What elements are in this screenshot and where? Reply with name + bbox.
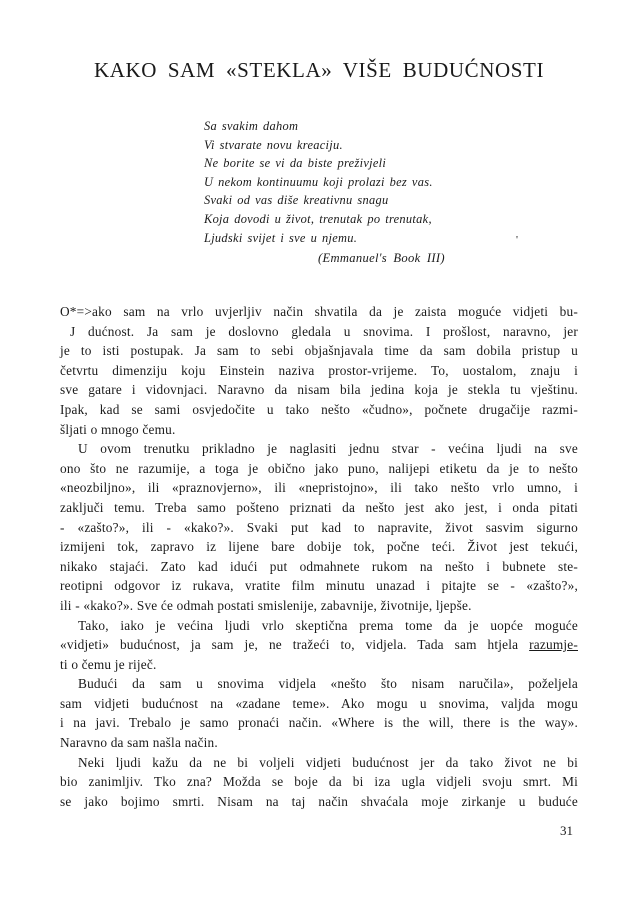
body-line: izmijeni tok, zapravo iz lijene bare dobije tok, počne teći. Život jest tekući, <box>60 539 578 555</box>
body-line: ti o čemu je riječ. <box>60 656 157 672</box>
poem-line: Sa svakim dahom <box>204 119 299 133</box>
body-line: šljati o mnogo čemu. <box>60 421 176 437</box>
body-line: «neozbiljno», ili «praznovjerno», ili «nepristojno», ili tako nešto vrlo umno, i <box>60 480 578 496</box>
underlined-word: razumje- <box>529 637 578 653</box>
page-number: 31 <box>560 823 573 838</box>
body-line: Budući da sam u snovima vidjela «nešto što nisam naručila», poželjela <box>78 676 578 692</box>
body-line: i na javi. Trebalo je samo pronaći način. «Where is the will, there is the way». <box>60 715 578 731</box>
body-line: Tako, iako je većina ljudi vrlo skeptična prema tome da je uopće moguće <box>78 617 578 633</box>
body-line: četvrtu dimenziju koju Einstein naziva prostor-vrijeme. To, uostalom, znaju i <box>60 362 578 378</box>
body-line: reotipni odgovor iz rukava, vratite film minutu unazad i pitajte se - «zašto?», <box>60 578 578 594</box>
page-title: KAKO SAM «STEKLA» VIŠE BUDUĆNOSTI <box>93 58 545 82</box>
poem-line: Ne borite se vi da biste preživjeli <box>204 156 387 171</box>
poem-line: Ljudski svijet i sve u njemu. <box>204 230 358 245</box>
body-line: se jako bojimo smrti. Nisam na taj način shvaćala moje zirkanje u buduće <box>60 793 578 809</box>
body-text <box>60 302 578 811</box>
epigraph-poem <box>204 117 504 247</box>
body-line: ono što ne razumije, a toga je obično jako puno, nalijepi etiketu da je to nešto <box>60 460 578 476</box>
body-line: sam vidjeti budućnost na «zadane teme». Ako mogu u snovima, valjda mogu <box>60 695 578 711</box>
body-line: Naravno da sam našla način. <box>60 735 218 751</box>
body-line: J dućnost. Ja sam je doslovno gledala u snovima. I prošlost, naravno, jer <box>70 323 578 339</box>
body-line: je to isti postupak. Ja sam to sebi objašnjavala time da sam dobila pristup u <box>60 343 578 359</box>
body-line: Ipak, kad se sami osvjedočite u tako nešto «čudno», počnete drugačije razmi- <box>60 401 578 417</box>
body-line: nikako stajaći. Zato kad idući put odmahnete rukom na nešto i bubnete ste- <box>60 558 578 574</box>
poem-line: Svaki od vas diše kreativnu snagu <box>204 193 389 208</box>
poem-line: Koja dovodi u život, trenutak po trenutak, <box>204 211 432 226</box>
body-line: Neki ljudi kažu da ne bi voljeli vidjeti budućnost jer da tako život ne bi <box>78 754 578 770</box>
stray-mark: ' <box>516 234 518 246</box>
body-line: O*=>ako sam na vrlo uvjerljiv način shvatila da je zaista moguće vidjeti bu- <box>60 304 578 319</box>
epigraph-attribution: (Emmanuel's Book III) <box>318 251 445 265</box>
poem-line: Vi stvarate novu kreaciju. <box>204 137 343 152</box>
body-line: sve gatare i vidovnjaci. Naravno da nisam bila jedina koja je stekla tu vještinu. <box>60 382 578 398</box>
body-line-segment: «vidjeti» budućnost, ja sam je, ne tražeći to, vidjela. Tada sam htjela <box>60 637 519 653</box>
body-line: ili - «kako?». Sve će odmah postati smislenije, zabavnije, životnije, ljepše. <box>60 597 472 613</box>
poem-line: U nekom kontinuumu koji prolazi bez vas. <box>204 174 433 189</box>
body-line: U ovom trenutku prikladno je naglasiti jednu stvar - većina ljudi na sve <box>78 441 578 457</box>
body-line: bio zanimljiv. Tko zna? Možda se boje da bi iza ugla vidjeli svoju smrt. Mi <box>60 774 578 790</box>
body-line <box>60 635 578 655</box>
body-line: - «zašto?», ili - «kako?». Svaki put kad to napravite, život sasvim sigurno <box>60 519 578 535</box>
body-line: zaključi temu. Treba samo pošteno priznati da nešto jest ako jest, i onda pitati <box>60 499 578 515</box>
